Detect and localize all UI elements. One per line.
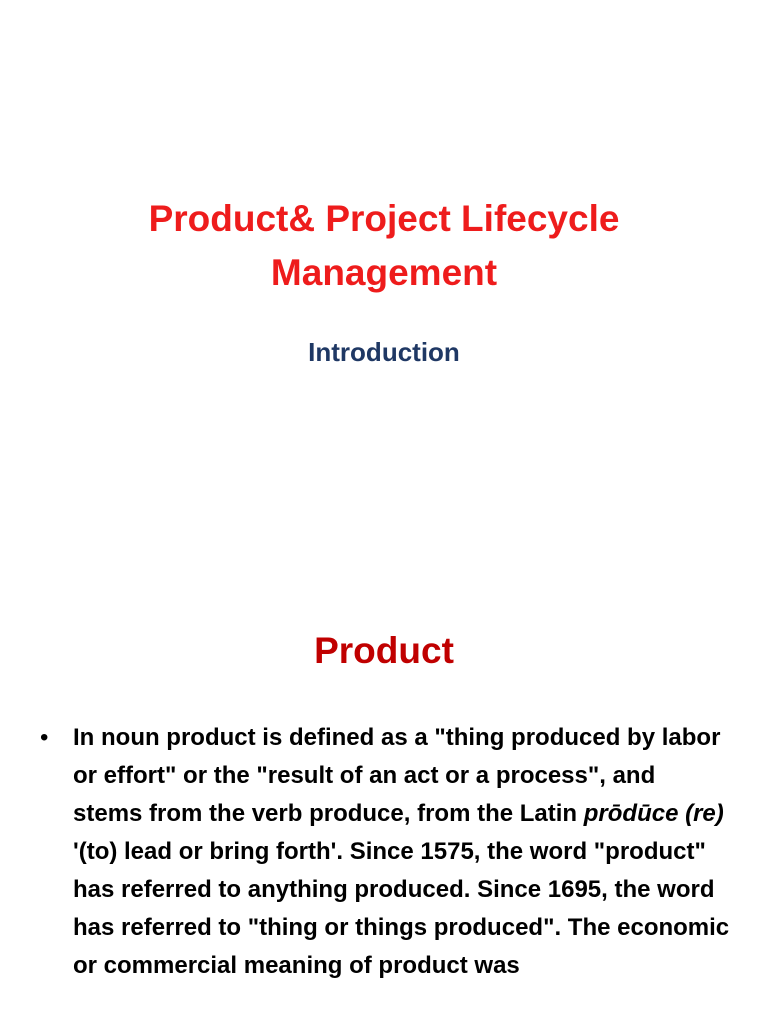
- bullet-text-part2: '(to) lead or bring forth'. Since 1575, the word "product" has referred to anything produced. Since 1695, the word has referred to "thing or things produced". The economic or commercial meaning of product was: [73, 838, 730, 979]
- slide-title: Product: [314, 630, 454, 671]
- bullet-text: [73, 719, 730, 985]
- content-slide: [0, 576, 768, 1024]
- presentation-title: Product& Project Lifecycle Management: [148, 198, 620, 293]
- bullet-text-part1: In noun product is defined as a "thing produced by labor or effort" or the "result of an act or a process", and stems from the verb produce, from the Latin: [73, 724, 721, 827]
- presentation-subtitle: Introduction: [308, 337, 460, 367]
- bullet-text-latin-term: prōdūce (re): [583, 800, 724, 827]
- bullet-dot-icon: •: [40, 724, 49, 751]
- bullet-list: [40, 719, 730, 985]
